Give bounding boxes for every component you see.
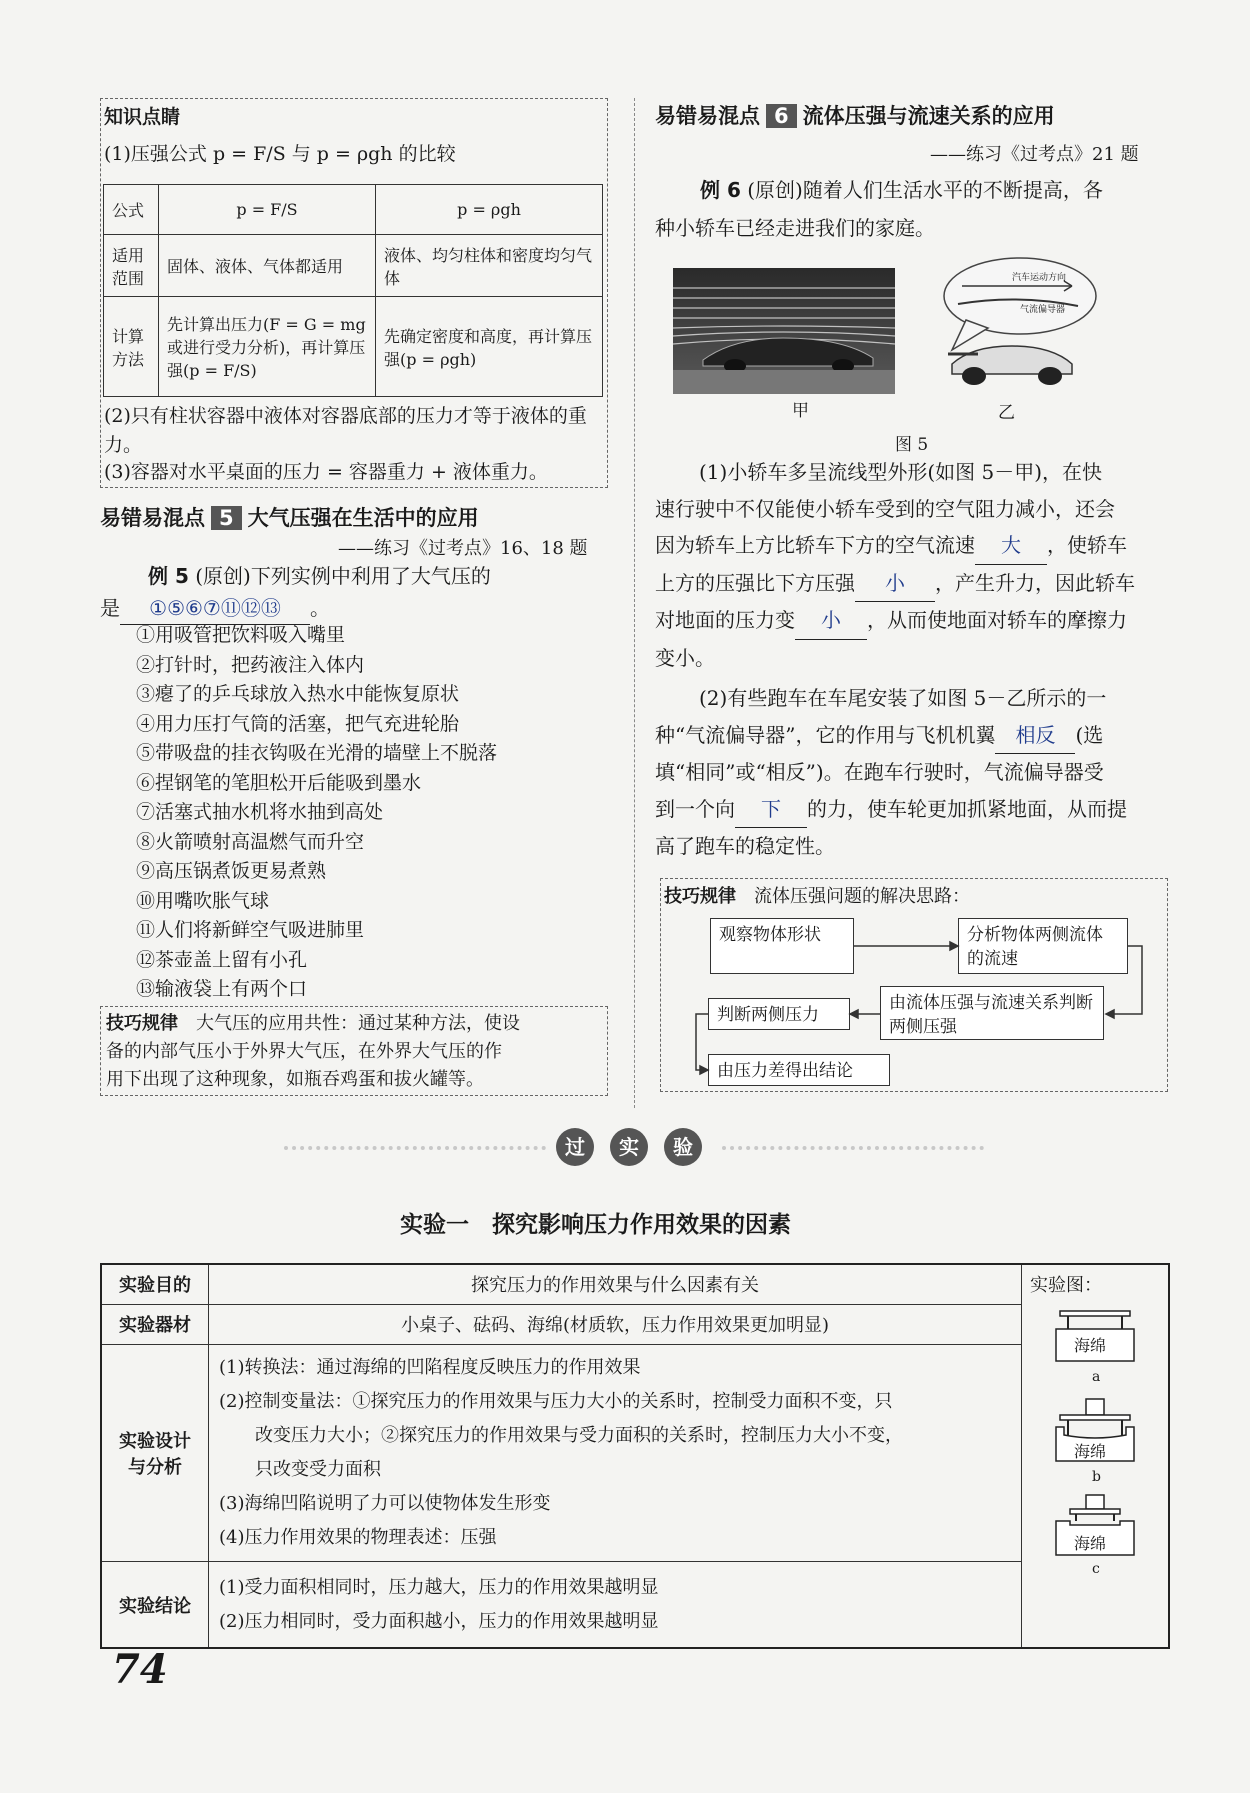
q2-text: (选 (1075, 722, 1104, 747)
figure5-tag-direction: 汽车运动方向 (1012, 273, 1067, 283)
list-item: ⑧火箭喷射高温燃气而升空 (136, 830, 365, 853)
conclusion-line: (1)受力面积相同时，压力越大，压力的作用效果越明显 (219, 1576, 659, 1598)
tip6-text: 流体压强问题的解决思路： (754, 886, 970, 907)
q1-text: ，产生升力，因此轿车 (935, 570, 1135, 595)
q2-line (655, 717, 1127, 755)
tip5-line: 用下出现了这种现象，如瓶吞鸡蛋和拔火罐等。 (106, 1069, 484, 1090)
conclusion-value (209, 1562, 1022, 1648)
list-item: ②打针时，把药液注入体内 (136, 653, 365, 676)
figure-label: 实验图： (1030, 1275, 1102, 1296)
formula-table (103, 184, 603, 397)
example6-text: (原创)随着人们生活水平的不断提高，各 (747, 178, 1103, 202)
knowledge-item2: (2)只有柱状容器中液体对容器底部的压力才等于液体的重力。 (104, 405, 587, 456)
example6-line1 (700, 172, 1103, 209)
q2-answer-wing: 相反 (995, 717, 1075, 755)
design-line: 只改变受力面积 (255, 1458, 381, 1480)
flow-box-judge-pressure: 由流体压强与流速关系判断两侧压强 (880, 986, 1104, 1040)
q1-text: 因为轿车上方比轿车下方的空气流速 (655, 533, 975, 557)
list-item: ⑫茶壶盖上留有小孔 (136, 948, 308, 971)
q1-text: ，使轿车 (1047, 533, 1127, 557)
section5-ref: ——练习《过考点》16、18 题 (338, 538, 588, 559)
q2-line: 填“相同”或“相反”)。在跑车行驶时，气流偏导器受 (655, 760, 1104, 784)
q2-text: 的力，使车轮更加抓紧地面，从而提 (807, 796, 1127, 821)
tip5-content (106, 1010, 606, 1094)
example5-line1 (148, 562, 491, 592)
list-item: ⑥捏钢笔的笔胆松开后能吸到墨水 (136, 771, 422, 794)
q2-line: (2)有些跑车在车尾安装了如图 5－乙所示的一 (699, 686, 1107, 710)
table-header-cell: 公式 (104, 185, 159, 235)
design-line: (4)压力作用效果的物理表述：压强 (219, 1526, 497, 1548)
experiment-figures (1030, 1297, 1160, 1597)
figure5-caption: 图 5 (895, 435, 929, 455)
table-cell: 先确定密度和高度，再计算压强(p = ρgh) (376, 297, 603, 397)
equipment-label: 实验器材 (101, 1304, 209, 1344)
q2-answer-direction: 下 (735, 791, 807, 829)
list-item: ①用吸管把饮料吸入嘴里 (136, 624, 346, 646)
flow-box-analyze: 分析物体两侧流体的流速 (958, 918, 1128, 974)
q1-line: (1)小轿车多呈流线型外形(如图 5－甲)，在快 (699, 460, 1103, 484)
figure-a-label: a (1092, 1369, 1101, 1385)
knowledge-item3: (3)容器对水平桌面的压力 = 容器重力 + 液体重力。 (104, 461, 548, 483)
q1-line: 速行驶中不仅能使小轿车受到的空气阻力减小，还会 (655, 496, 1115, 521)
purpose-value: 探究压力的作用效果与什么因素有关 (209, 1264, 1022, 1304)
table-cell: 适用范围 (104, 235, 159, 297)
list-item: ⑨高压锅煮饭更易煮熟 (136, 860, 327, 882)
q1-text: 对地面的压力变 (655, 608, 795, 632)
design-line: (2)控制变量法：①探究压力的作用效果与压力大小的关系时，控制受力面积不变，只 (219, 1390, 893, 1412)
list-item: ⑤带吸盘的挂衣钩吸在光滑的墙壁上不脱落 (136, 742, 498, 764)
q1-answer-pressure: 小 (855, 565, 935, 603)
design-value (209, 1344, 1022, 1562)
purpose-label: 实验目的 (101, 1264, 209, 1304)
figure5-yi-illustration (922, 254, 1100, 398)
figure5-jia-photo (673, 268, 895, 394)
q2-line (655, 791, 1127, 829)
section5-heading (100, 502, 479, 532)
experiment-title: 实验一 探究影响压力作用效果的因素 (400, 1212, 791, 1238)
figure-b-label: b (1092, 1469, 1101, 1485)
example5-answer: ①⑤⑥⑦⑪⑫⑬ (120, 594, 310, 625)
list-item: ⑦活塞式抽水机将水抽到高处 (136, 801, 384, 823)
example5-text: (原创)下列实例中利用了大气压的 (195, 564, 491, 588)
section5-prefix: 易错易混点 (100, 506, 205, 530)
question1-block (655, 454, 1135, 676)
q1-line: 变小。 (655, 645, 715, 670)
tip5-label: 技巧规律 (106, 1013, 178, 1034)
equipment-value: 小桌子、砝码、海绵(材质软，压力作用效果更加明显) (209, 1304, 1022, 1344)
q2-text: 到一个向 (655, 796, 735, 821)
experiment-table (100, 1263, 1170, 1649)
table-cell: 固体、液体、气体都适用 (159, 235, 376, 297)
table-cell: 计算方法 (104, 297, 159, 397)
sponge-label: 海绵 (1074, 1534, 1107, 1553)
flow-box-observe: 观察物体形状 (710, 918, 854, 974)
list-item: ④用力压打气筒的活塞，把气充进轮胎 (136, 712, 460, 735)
q2-line: 高了跑车的稳定性。 (655, 834, 835, 858)
banner-char-1: 过 (556, 1128, 594, 1166)
figure5-tag-spoiler: 气流偏导器 (1020, 305, 1066, 315)
q1-answer-force: 小 (795, 602, 867, 640)
page-number: 74 (112, 1646, 168, 1693)
example5-list (136, 621, 497, 1005)
list-item: ③瘪了的乒乓球放入热水中能恢复原状 (136, 683, 460, 705)
figure-c-label: c (1092, 1561, 1100, 1577)
list-item: ⑪人们将新鲜空气吸进肺里 (136, 919, 365, 941)
table-header-cell: p = ρgh (376, 185, 603, 235)
knowledge-item1: (1)压强公式 p = F/S 与 p = ρgh 的比较 (104, 143, 456, 165)
section6-title: 流体压强与流速关系的应用 (802, 104, 1055, 128)
q1-line (655, 527, 1135, 565)
banner-char-2: 实 (610, 1128, 648, 1166)
question2-block (655, 680, 1127, 865)
design-line: (3)海绵凹陷说明了力可以使物体发生形变 (219, 1492, 551, 1514)
flow-box-conclusion: 由压力差得出结论 (708, 1054, 890, 1086)
figure-cell (1022, 1264, 1170, 1648)
tip6-label: 技巧规律 (664, 886, 736, 907)
table-cell: 先计算出压力(F = G = mg 或进行受力分析)，再计算压强(p = F/S) (159, 297, 376, 397)
example5-end: 。 (310, 596, 330, 620)
table-header-cell: p = F/S (159, 185, 376, 235)
design-line: 改变压力大小；②探究压力的作用效果与受力面积的关系时，控制压力大小不变， (255, 1424, 903, 1446)
example6-line2: 种小轿车已经走进我们的家庭。 (655, 216, 935, 240)
section5-number: 5 (211, 506, 242, 530)
design-line: (1)转换法：通过海绵的凹陷程度反映压力的作用效果 (219, 1356, 641, 1378)
tip5-line: 大气压的应用共性：通过某种方法，使设 (196, 1013, 520, 1034)
column-divider (634, 98, 635, 1108)
section6-ref: ——练习《过考点》21 题 (930, 144, 1139, 165)
q2-text: 种“气流偏导器”，它的作用与飞机机翼 (655, 722, 996, 747)
section5-title: 大气压强在生活中的应用 (247, 506, 479, 530)
example6-label: 例 6 (700, 178, 741, 202)
q1-answer-speed: 大 (975, 527, 1047, 565)
sponge-label: 海绵 (1074, 1336, 1107, 1355)
section6-prefix: 易错易混点 (655, 104, 760, 128)
section6-heading (655, 100, 1055, 130)
conclusion-label: 实验结论 (101, 1562, 209, 1648)
banner-dots-right (722, 1146, 984, 1150)
example5-label: 例 5 (148, 564, 189, 588)
knowledge-title: 知识点睛 (104, 106, 181, 128)
sponge-label: 海绵 (1074, 1442, 1107, 1461)
flow-box-judge-force: 判断两侧压力 (708, 998, 850, 1030)
example5-line2 (100, 594, 330, 625)
q1-line (655, 602, 1135, 640)
conclusion-line: (2)压力相同时，受力面积越小，压力的作用效果越明显 (219, 1610, 659, 1632)
banner-char-3: 验 (664, 1128, 702, 1166)
table-cell: 液体、均匀柱体和密度均匀气体 (376, 235, 603, 297)
list-item: ⑩用嘴吹胀气球 (136, 889, 270, 912)
list-item: ⑬输液袋上有两个口 (136, 978, 308, 1000)
design-label: 实验设计与分析 (101, 1344, 209, 1562)
figure5-label-jia: 甲 (792, 401, 809, 421)
q1-line (655, 565, 1135, 603)
tip5-line: 备的内部气压小于外界大气压，在外界大气压的作 (106, 1041, 502, 1062)
flow-arrows (660, 878, 1166, 1090)
banner-dots-left (284, 1146, 546, 1150)
figure5-label-yi: 乙 (998, 403, 1015, 423)
q1-text: 上方的压强比下方压强 (655, 570, 855, 595)
example5-is: 是 (100, 596, 120, 620)
q1-text: ，从而使地面对轿车的摩擦力 (867, 608, 1127, 632)
section6-number: 6 (766, 104, 797, 128)
